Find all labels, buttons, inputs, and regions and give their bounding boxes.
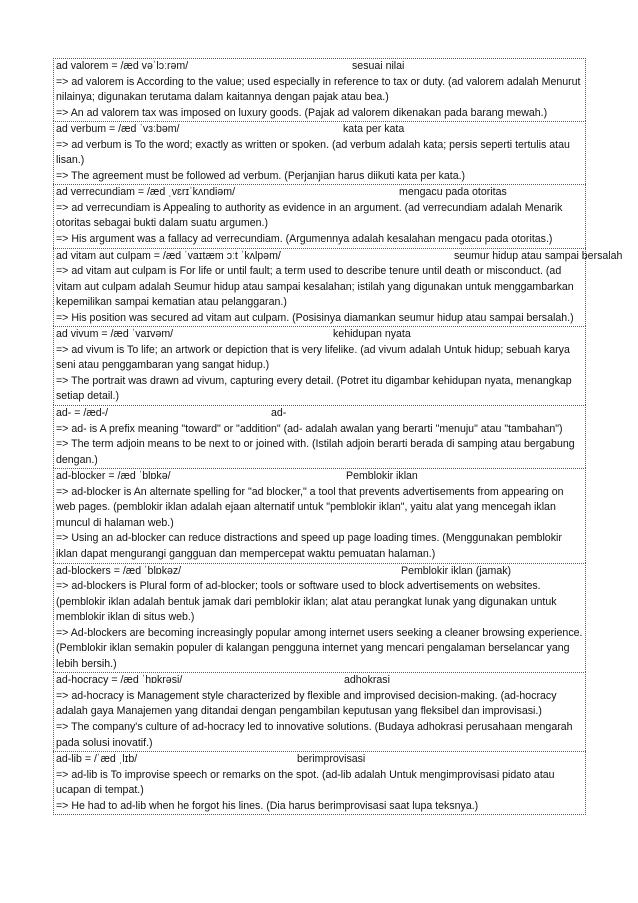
entry-definition: => ad valorem is According to the value; used especially in reference to tax or duty. (ad valorem adalah Menurut nilainya; digunakan terutama dalam kaitannya dengan pajak atau bea.) bbox=[56, 75, 581, 104]
entry-translation: adhokrasi bbox=[344, 674, 390, 687]
entry-header bbox=[56, 327, 583, 343]
entry-translation: Pemblokir iklan (jamak) bbox=[401, 564, 512, 577]
entry-example: => The term adjoin means to be next to or joined with. (Istilah adjoin berarti berada di samping atau bergabung dengan.) bbox=[56, 438, 575, 466]
entry-definition: => ad vitam aut culpam is For life or until fault; a term used to describe tenure until death or misconduct. (ad vitam aut culpam adalah Seumur hidup atau sampai kesalahan; istilah yang digunakan untuk menggambarkan kepemilikan sampai kematian atau pelanggaran.) bbox=[56, 265, 574, 309]
entry-translation: Pemblokir iklan bbox=[346, 470, 418, 483]
entry-definition: => ad-lib is To improvise speech or remarks on the spot. (ad-lib adalah Untuk mengimprovisasi pidato atau ucapan di tempat.) bbox=[56, 768, 555, 797]
entry-headword: ad verrecundiam = /æd ˌvɛrɪˈkʌndiəm/ bbox=[56, 186, 236, 199]
entry-header bbox=[56, 185, 583, 201]
entry-definition: => ad verrecundiam is Appealing to authority as evidence in an argument. (ad verrecundiam adalah Menarik otoritas sebagai bukti dalam suatu argumen.) bbox=[56, 201, 563, 230]
dictionary-entry bbox=[53, 184, 586, 247]
entry-header bbox=[56, 406, 583, 422]
dictionary-entry bbox=[53, 121, 586, 184]
dictionary-entry bbox=[53, 248, 623, 327]
entry-headword: ad valorem = /æd vəˈlɔːrəm/ bbox=[56, 60, 189, 72]
entry-definition: => ad vivum is To life; an artwork or depiction that is very lifelike. (ad vivum adalah Untuk hidup; sebuah karya seni atau penggambaran yang sangat hidup.) bbox=[56, 343, 570, 372]
entry-translation: mengacu pada otoritas bbox=[399, 186, 507, 199]
entry-headword: ad vitam aut culpam = /æd ˈvaɪtæm ɔːt ˈkʌlpəm/ bbox=[56, 249, 281, 262]
entry-translation: kehidupan nyata bbox=[333, 328, 411, 341]
entry-header bbox=[56, 752, 583, 768]
entry-example: => Ad-blockers are becoming increasingly popular among internet users seeking a cleaner browsing experience. (Pemblokir iklan semakin populer di kalangan pengguna internet yang mencari pengalaman berselancar yang lebih bersih.) bbox=[56, 626, 583, 670]
entry-header bbox=[56, 59, 583, 75]
entry-translation: sesuai nilai bbox=[352, 60, 405, 72]
entry-translation: berimprovisasi bbox=[297, 753, 366, 766]
dictionary-entry bbox=[53, 468, 586, 562]
entry-definition: => ad-hocracy is Management style characterized by flexible and improvised decision-making. (ad-hocracy adalah gaya Manajemen yang ditandai dengan pengambilan keputusan yang fleksibel dan improvisasi.) bbox=[56, 689, 557, 718]
entry-translation: kata per kata bbox=[343, 123, 405, 136]
entry-example: => The portrait was drawn ad vivum, capturing every detail. (Potret itu digambar kehidupan nyata, menangkap setiap detail.) bbox=[56, 374, 572, 403]
entry-headword: ad- = /æd-/ bbox=[56, 407, 109, 420]
entry-header bbox=[56, 564, 583, 580]
dictionary-entry bbox=[53, 751, 586, 815]
entry-example: => An ad valorem tax was imposed on luxury goods. (Pajak ad valorem dikenakan pada barang mewah.) bbox=[56, 106, 548, 119]
entry-header bbox=[56, 469, 583, 485]
entry-header bbox=[56, 249, 623, 265]
entry-headword: ad verbum = /æd ˈvɜːbəm/ bbox=[56, 123, 180, 136]
entry-definition: => ad-blockers is Plural form of ad-blocker; tools or software used to block advertisements on websites. (pemblokir iklan adalah bentuk jamak dari pemblokir iklan; alat atau perangkat lunak yang digunakan untuk memblokir iklan di situs web.) bbox=[56, 580, 557, 624]
dictionary-entry bbox=[53, 672, 586, 751]
entry-definition: => ad verbum is To the word; exactly as written or spoken. (ad verbum adalah kata; persis seperti tertulis atau lisan.) bbox=[56, 138, 570, 167]
dictionary-entry bbox=[53, 563, 586, 673]
entry-translation: ad- bbox=[271, 407, 287, 420]
entry-example: => He had to ad-lib when he forgot his lines. (Dia harus berimprovisasi saat lupa teksnya.) bbox=[56, 799, 479, 812]
entry-example: => Using an ad-blocker can reduce distractions and speed up page loading times. (Menggunakan pemblokir iklan dapat mengurangi gangguan dan mempercepat waktu pemuatan halaman.) bbox=[56, 532, 562, 560]
entry-definition: => ad- is A prefix meaning "toward" or "addition" (ad- adalah awalan yang berarti "menuju" atau "tambahan") bbox=[56, 422, 563, 435]
entry-headword: ad-blockers = /æd ˈblɒkəz/ bbox=[56, 564, 182, 577]
entry-headword: ad vivum = /æd ˈvaɪvəm/ bbox=[56, 328, 174, 341]
dictionary-table bbox=[53, 58, 623, 815]
entry-headword: ad-hocracy = /æd ˈhɒkrəsi/ bbox=[56, 674, 183, 687]
entry-headword: ad-lib = /ˈæd ˌlɪb/ bbox=[56, 753, 138, 766]
dictionary-entry bbox=[53, 405, 586, 468]
dictionary-entry bbox=[53, 58, 586, 121]
entry-translation: seumur hidup atau sampai bersalah bbox=[454, 249, 623, 262]
entry-example: => His argument was a fallacy ad verrecundiam. (Argumennya adalah kesalahan mengacu pada otoritas.) bbox=[56, 233, 553, 246]
entry-example: => The agreement must be followed ad verbum. (Perjanjian harus diikuti kata per kata.) bbox=[56, 169, 466, 182]
dictionary-entry bbox=[53, 326, 586, 405]
entry-headword: ad-blocker = /æd ˈblɒkə/ bbox=[56, 470, 171, 483]
entry-header bbox=[56, 122, 583, 138]
entry-header bbox=[56, 673, 583, 689]
entry-example: => The company's culture of ad-hocracy led to innovative solutions. (Budaya adhokrasi perusahaan mengarah pada solusi inovatif.) bbox=[56, 720, 573, 749]
entry-example: => His position was secured ad vitam aut culpam. (Posisinya diamankan seumur hidup atau sampai bersalah.) bbox=[56, 311, 574, 324]
entry-definition: => ad-blocker is An alternate spelling for "ad blocker," a tool that prevents advertisements from appearing on web pages. (pemblokir iklan adalah ejaan alternatif untuk "pemblokir iklan", yaitu alat yang mencegah iklan muncul di halaman web.) bbox=[56, 485, 564, 529]
